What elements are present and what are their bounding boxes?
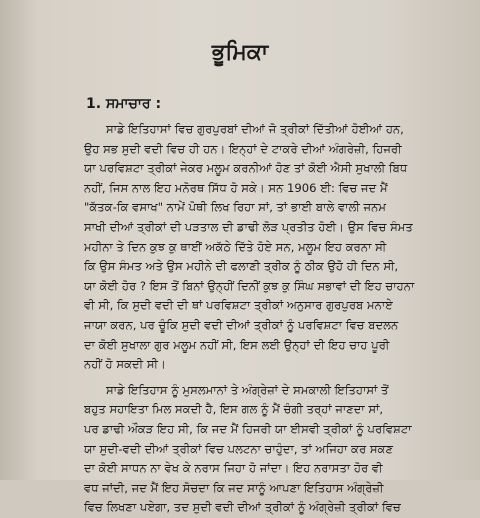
section-number: 1.: [86, 96, 102, 112]
text-line: ਉਹ ਸਭ ਸੁਦੀ ਵਦੀ ਵਿਚ ਹੀ ਹਨ। ਇਨ੍ਹਾਂ ਦੇ ਟਾਕਰੇ ਦੀਆਂ ਅੰਗਰੇਜ਼ੀ, ਹਿਜਰੀ: [84, 141, 402, 156]
text-line: ਵਧ ਜਾਂਦੀ, ਜਦ ਮੈਂ ਇਹ ਸੋਚਦਾ ਕਿ ਜਦ ਸਾਨੂੰ ਆਪਣਾ ਇਤਿਹਾਸ ਅੰਗ੍ਰੇਜ਼ੀ: [84, 480, 384, 495]
text-line: ਸਾਡੇ ਇਤਿਹਾਸਾਂ ਵਿਚ ਗੁਰਪੁਰਬਾਂ ਦੀਆਂ ਜੋ ਤ੍ਰੀਕਾਂ ਦਿੱਤੀਆਂ ਹੋਈਆਂ ਹਨ,: [106, 122, 404, 136]
text-line: ਵਿਚ ਲਿਖਣਾ ਪਏਗਾ, ਤਦ ਸੁਦੀ ਵਦੀ ਦੀਆਂ ਤ੍ਰੀਕਾਂ ਨੂੰ ਅੰਗ੍ਰੇਜ਼ੀ ਤ੍ਰੀਕਾਂ ਵਿਚ: [84, 500, 401, 515]
text-line: ਪਰ ਡਾਢੀ ਔਕੜ ਇਹ ਸੀ, ਕਿ ਜਦ ਮੈਂ ਹਿਜਰੀ ਯਾ ਈਸਵੀ ਤ੍ਰੀਕਾਂ ਨੂੰ ਪਰਵਿਸ਼ਟਾ: [84, 421, 412, 436]
text-line: ਸਾਖੀ ਦੀਆਂ ਤ੍ਰੀਕਾਂ ਦੀ ਪੜਤਾਲ ਦੀ ਡਾਢੀ ਲੋੜ ਪ੍ਰਤੀਤ ਹੋਈ। ਉਸ ਵਿਚ ਸੰਮਤ: [84, 219, 413, 234]
text-line: ਕਿ ਉਸ ਸੰਮਤ ਅਤੇ ਉਸ ਮਹੀਨੇ ਦੀ ਫਲਾਣੀ ਤ੍ਰੀਕ ਨੂੰ ਠੀਕ ਉਹੋ ਹੀ ਦਿਨ ਸੀ,: [84, 259, 399, 274]
text-line: ਦਾ ਕੋਈ ਸਾਧਨ ਨਾ ਵੇਖ ਕੇ ਨਰਾਸ ਜਿਹਾ ਹੋ ਜਾਂਦਾ। ਇਹ ਨਰਾਸਤਾ ਹੋਰ ਵੀ: [84, 461, 383, 476]
section-title: ਸਮਾਚਾਰ :: [105, 96, 162, 112]
text-line: ਨਹੀਂ, ਜਿਸ ਨਾਲ ਇਹ ਮਨੋਰਥ ਸਿੱਧ ਹੋ ਸਕੇ। ਸਨ 1906 ਈ: ਵਿਚ ਜਦ ਮੈਂ: [84, 180, 388, 195]
text-line: ਨਹੀਂ ਹੋ ਸਕਦੀ ਸੀ।: [84, 357, 166, 372]
text-line: ਬਹੁਤ ਸਹਾਇਤਾ ਮਿਲ ਸਕਦੀ ਹੈ, ਇਸ ਗਲ ਨੂੰ ਮੈਂ ਚੰਗੀ ਤਰ੍ਹਾਂ ਜਾਣਦਾ ਸਾਂ,: [84, 402, 384, 417]
text-line: ਸਾਡੇ ਇਤਿਹਾਸ ਨੂੰ ਮੁਸਲਮਾਨਾਂ ਤੇ ਅੰਗ੍ਰੇਜ਼ਾਂ ਦੇ ਸਮਕਾਲੀ ਇਤਿਹਾਸਾਂ ਤੋਂ: [106, 382, 389, 397]
body-text: [84, 120, 456, 518]
text-line: ਯਾ ਸੁਦੀ-ਵਦੀ ਦੀਆਂ ਤ੍ਰੀਕਾਂ ਵਿਚ ਪਲਟਨਾ ਚਾਹੁੰਦਾ, ਤਾਂ ਅਜਿਹਾ ਕਰ ਸਕਣ: [84, 441, 393, 456]
text-line: ਮਹੀਨਾ ਤੇ ਦਿਨ ਕੁਝ ਕੁ ਥਾਈਂ ਅਕੱਠੇ ਦਿੱਤੇ ਹੋਏ ਸਨ, ਮਲੂਮ ਇਹ ਕਰਨਾ ਸੀ: [84, 239, 387, 254]
text-line: ਵੀ ਸੀ, ਕਿ ਸੁਦੀ ਵਦੀ ਦੀ ਥਾਂ ਪਰਵਿਸ਼ਟਾ ਤ੍ਰੀਕਾਂ ਅਨੁਸਾਰ ਗੁਰਪੁਰਬ ਮਨਾਏ: [84, 298, 393, 313]
page-title: ਭੂਮਿਕਾ: [211, 40, 269, 65]
section-heading: [86, 96, 161, 112]
text-line: "ਕੱਤਕ-ਕਿ ਵਸਾਖ" ਨਾਮੇਂ ਪੋਥੀ ਲਿਖ ਰਿਹਾ ਸਾਂ, ਤਾਂ ਭਾਈ ਬਾਲੇ ਵਾਲੀ ਜਨਮ: [84, 200, 386, 215]
text-line: ਦਾ ਕੋਈ ਸੁਖਾਲਾ ਗੁਰ ਮਲੂਮ ਨਹੀਂ ਸੀ, ਇਸ ਲਈ ਉਨ੍ਹਾਂ ਦੀ ਇਹ ਚਾਹ ਪੂਰੀ: [84, 337, 390, 352]
text-line: ਯਾ ਪਰਵਿਸ਼ਟਾ ਤ੍ਰੀਕਾਂ ਜੇਕਰ ਮਲੂਮ ਕਰਨੀਆਂ ਹੋਣ ਤਾਂ ਕੋਈ ਐਸੀ ਸੁਖਾਲੀ ਬਿਧ: [84, 161, 408, 176]
text-line: ਯਾ ਕੋਈ ਹੋਰ ? ਇਸ ਤੋਂ ਬਿਨਾਂ ਉਨ੍ਹੀਂ ਦਿਨੀਂ ਕੁਝ ਕੁ ਸਿੰਘ ਸਭਾਵਾਂ ਦੀ ਇਹ ਚਾਹਨਾ: [84, 278, 415, 293]
text-line: ਜਾਯਾ ਕਰਨ, ਪਰ ਚੂੰਕਿ ਸੁਦੀ ਵਦੀ ਦੀਆਂ ਤ੍ਰੀਕਾਂ ਨੂੰ ਪਰਵਿਸ਼ਟਾ ਵਿਚ ਬਦਲਨ: [84, 317, 399, 332]
